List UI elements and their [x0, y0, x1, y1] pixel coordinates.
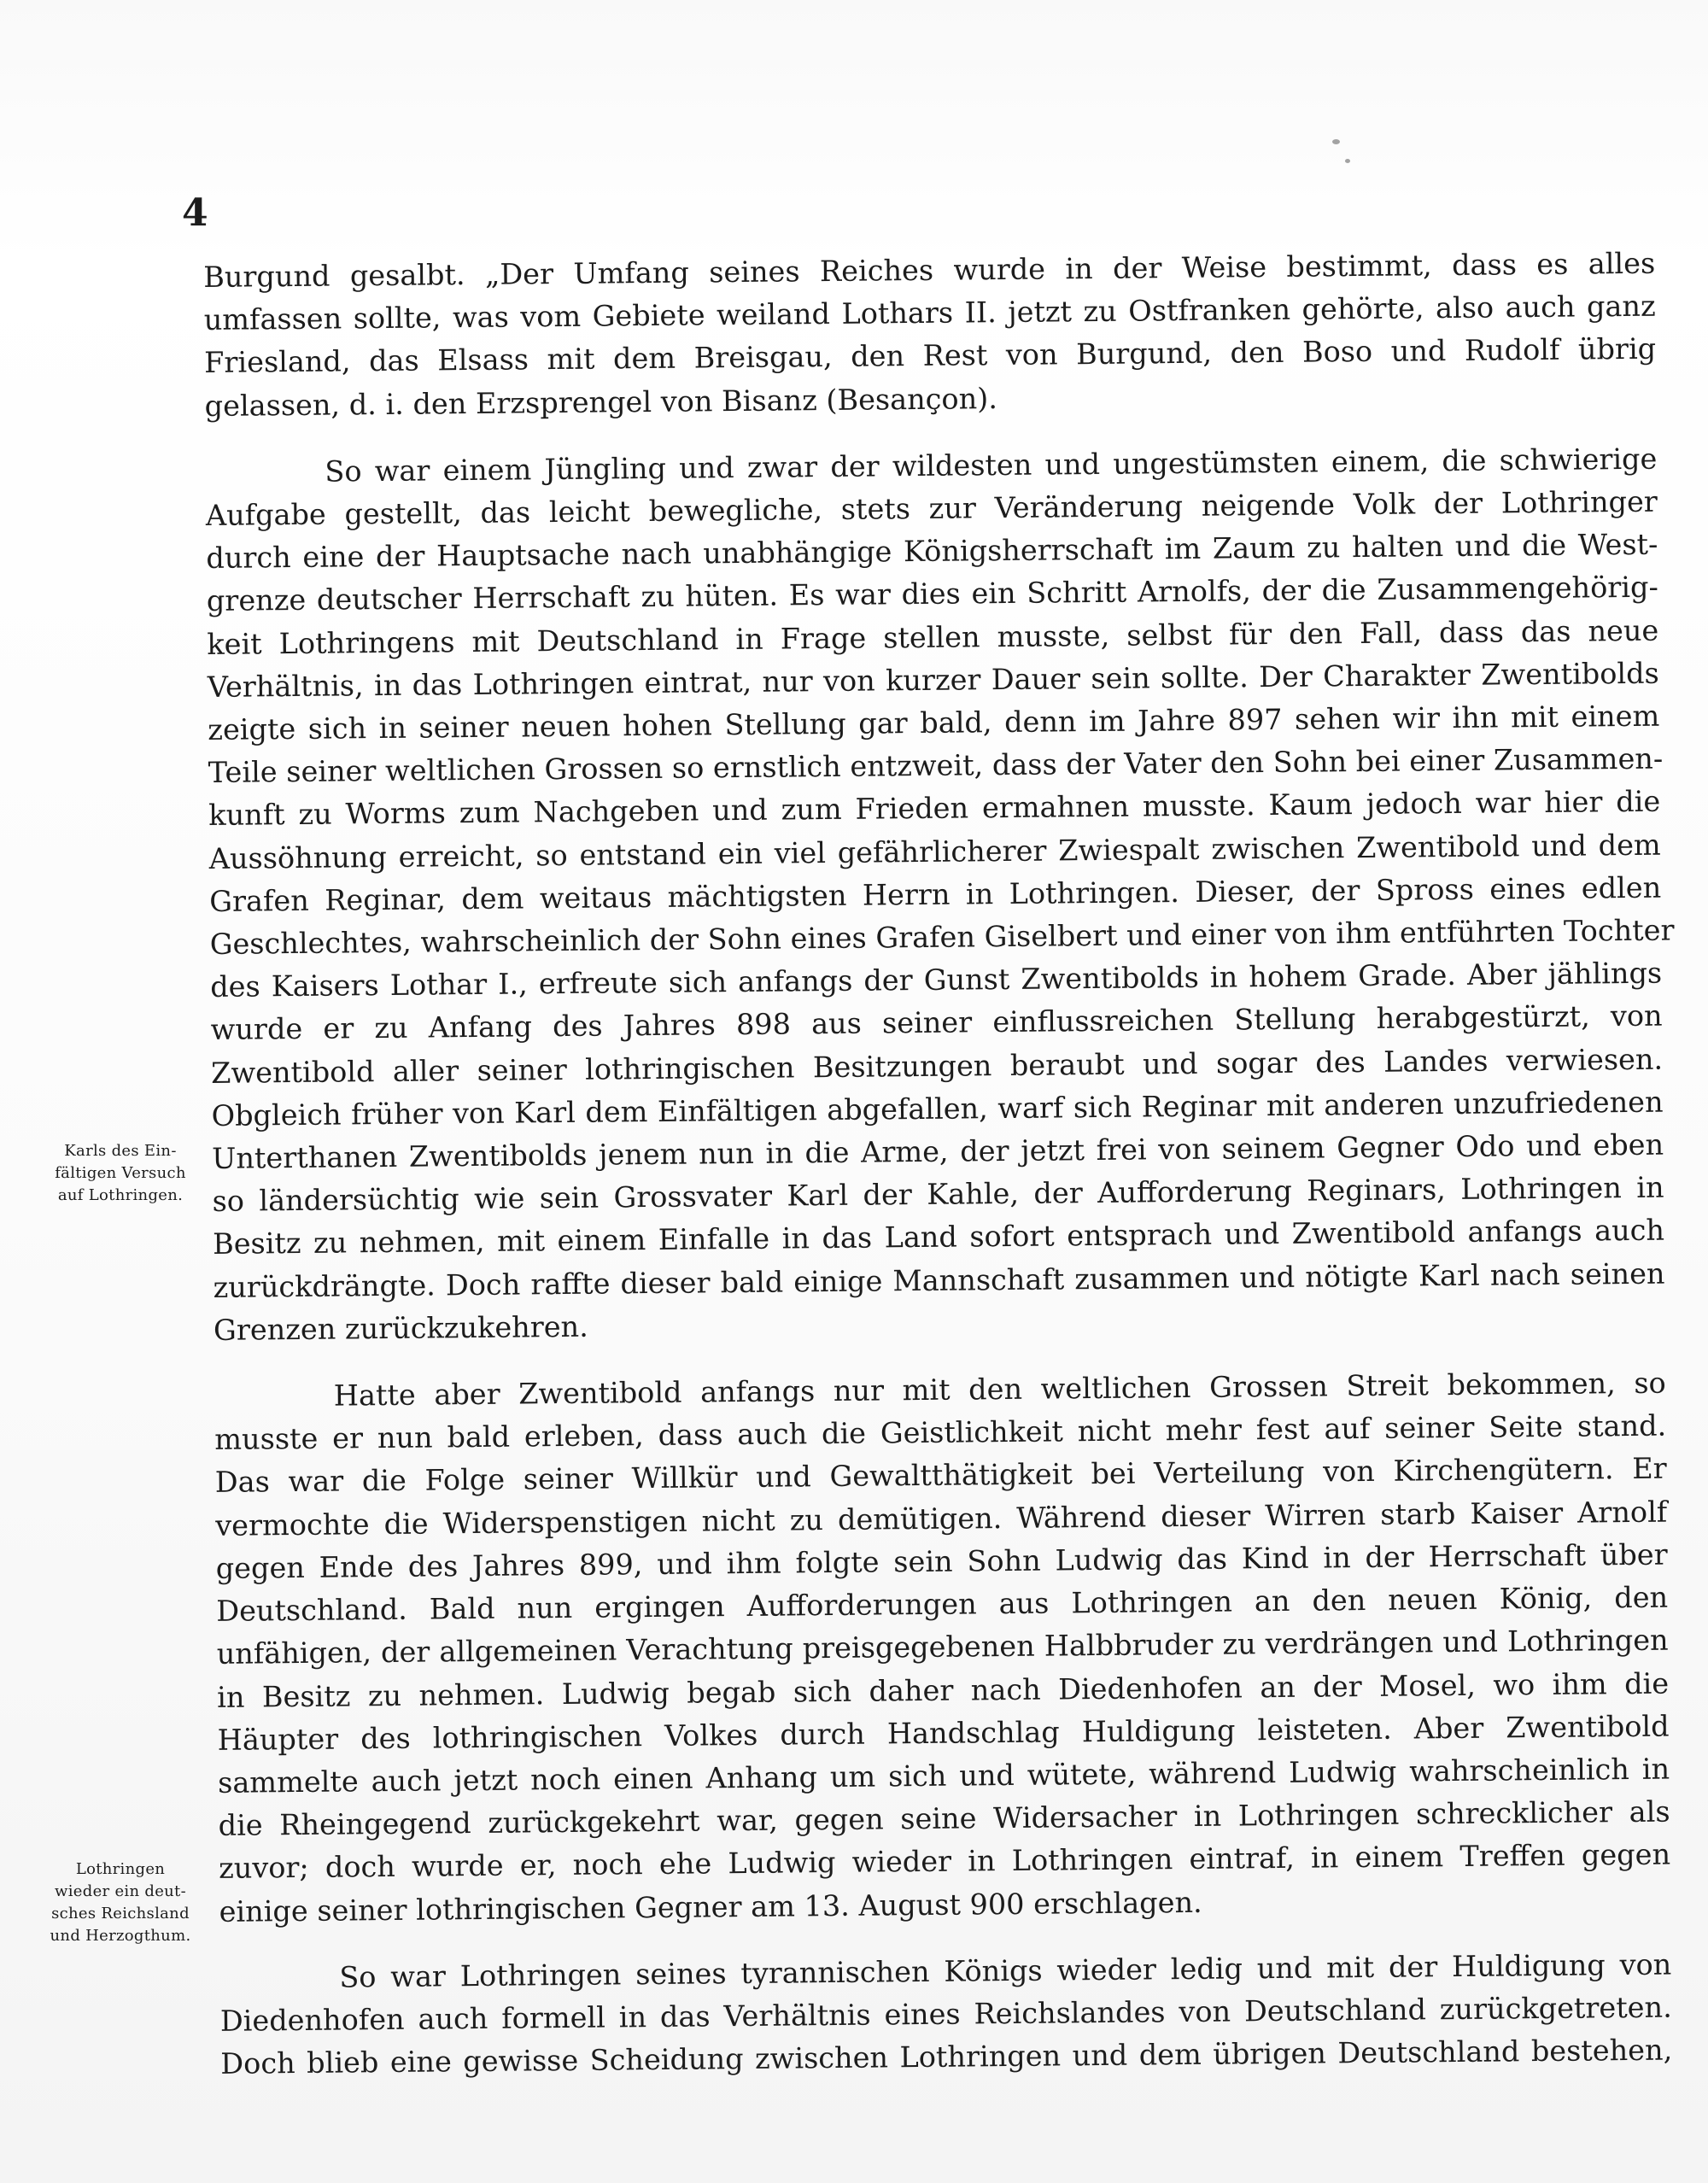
text-line: Häupter des lothringischen Volkes durch Handschlag Huldigung leisteten. Aber Zwentibold — [217, 1709, 1670, 1757]
text-line: Grafen Reginar, dem weitaus mächtigsten Herrn in Lothringen. Dieser, der Spross eines edlen — [209, 870, 1662, 918]
margin-note-line: sches Reichsland — [51, 1905, 190, 1923]
text-line: Hatte aber Zwentibold anfangs nur mit den weltlichen Grossen Streit bekommen, so — [333, 1366, 1666, 1413]
text-line: zeigte sich in seiner neuen hohen Stellung gar bald, denn im Jahre 897 sehen wir ihn mit einem — [208, 699, 1660, 747]
text-line: wurde er zu Anfang des Jahres 898 aus seiner einflussreichen Stellung herabgestürzt, von — [210, 999, 1663, 1047]
margin-note-reichsland — [31, 1858, 210, 1947]
text-line: Aufgabe gestellt, das leicht bewegliche, stets zur Veränderung neigende Volk der Lothringer — [205, 484, 1658, 533]
text-line: Grenzen zurückzukehren. — [213, 1309, 588, 1347]
margin-note-karls-versuch — [31, 1140, 210, 1207]
text-line: Zwentibold aller seiner lothringischen Besitzungen beraubt und sogar des Landes verwiesen. — [210, 1042, 1664, 1090]
paragraph-p3 — [214, 1362, 1671, 1934]
text-line: vermochte die Widerspenstigen nicht zu demütigen. Während dieser Wirren starb Kaiser Arnolf — [215, 1495, 1668, 1542]
text-line: so ländersüchtig wie sein Grossvater Karl der Kahle, der Aufforderung Reginars, Lothringen in — [212, 1170, 1664, 1219]
text-line: Burgund gesalbt. „Der Umfang seines Reiches wurde in der Weise bestimmt, dass es alles — [203, 246, 1656, 294]
paragraph-p2 — [205, 437, 1675, 1352]
text-line: Aussöhnung erreicht, so entstand ein viel gefährlicherer Zwiespalt zwischen Zwentibold und dem — [208, 828, 1661, 875]
text-line: zurückdrängte. Doch raffte dieser bald einige Mannschaft zusammen und nötigte Karl nach seinen — [213, 1256, 1665, 1304]
text-line: keit Lothringens mit Deutschland in Frage stellen musste, selbst für den Fall, dass das neue — [207, 613, 1659, 661]
text-line: einige seiner lothringischen Gegner am 13. August 900 erschlagen. — [219, 1885, 1202, 1928]
paragraph-p4 — [219, 1943, 1672, 2086]
text-line: Diedenhofen auch formell in das Verhältnis eines Reichslandes von Deutschland zurückgetreten. — [219, 1990, 1672, 2038]
text-line: So war Lothringen seines tyrannischen Königs wieder ledig und mit der Huldigung von — [339, 1947, 1672, 1994]
text-line: sammelte auch jetzt noch einen Anhang um sich und wütete, während Ludwig wahrscheinlich in — [217, 1752, 1670, 1800]
ink-speck — [1345, 159, 1350, 163]
text-line: durch eine der Hauptsache nach unabhängige Königsherrschaft im Zaum zu halten und die West- — [206, 527, 1658, 576]
margin-note-line: fältigen Versuch — [55, 1164, 186, 1182]
text-line: kunft zu Worms zum Nachgeben und zum Frieden ermahnen musste. Kaum jedoch war hier die — [208, 785, 1661, 833]
text-line: des Kaisers Lothar I., erfreute sich anfangs der Gunst Zwentibolds in hohem Grade. Aber jählings — [210, 956, 1663, 1004]
text-line: Doch blieb eine gewisse Scheidung zwischen Lothringen und dem übrigen Deutschland bestehen, — [220, 2033, 1673, 2081]
text-line: Unterthanen Zwentibolds jenem nun in die Arme, der jetzt frei von seinem Gegner Odo und eben — [211, 1127, 1664, 1176]
paragraph-p1 — [203, 243, 1657, 428]
margin-note-line: wieder ein deut- — [55, 1882, 186, 1900]
text-line: in Besitz zu nehmen. Ludwig begab sich daher nach Diedenhofen an der Mosel, wo ihm die — [217, 1666, 1670, 1714]
text-line: Geschlechtes, wahrscheinlich der Sohn eines Grafen Giselbert und einer von ihm entführten Tochter — [209, 913, 1675, 962]
text-line: Friesland, das Elsass mit dem Breisgau, den Rest von Burgund, den Boso und Rudolf übrig — [204, 332, 1657, 380]
text-line: Besitz zu nehmen, mit einem Einfalle in das Land sofort entsprach und Zwentibold anfangs auch — [212, 1214, 1665, 1261]
text-line: zuvor; doch wurde er, noch ehe Ludwig wieder in Lothringen eintraf, in einem Treffen gegen — [218, 1837, 1671, 1886]
main-text — [203, 243, 1675, 2086]
page-number: 4 — [182, 191, 208, 235]
margin-note-line: Lothringen — [75, 1860, 166, 1878]
text-line: grenze deutscher Herrschaft zu hüten. Es war dies ein Schritt Arnolfs, der die Zusammengehörig- — [206, 571, 1658, 618]
margin-note-line: Karls des Ein- — [64, 1142, 177, 1160]
text-line: unfähigen, der allgemeinen Verachtung preisgegebenen Halbbruder zu verdrängen und Lothringen — [216, 1623, 1669, 1671]
text-line: musste er nun bald erleben, dass auch die Geistlichkeit nicht mehr fest auf seiner Seite stand. — [214, 1408, 1667, 1457]
text-line: gelassen, d. i. den Erzsprengel von Bisanz (Besançon). — [204, 381, 998, 423]
text-line: die Rheingegend zurückgekehrt war, gegen seine Widersacher in Lothringen schrecklicher als — [218, 1794, 1670, 1843]
margin-note-line: auf Lothringen. — [57, 1186, 184, 1204]
text-line: So war einem Jüngling und zwar der wildesten und ungestümsten einem, die schwierige — [325, 442, 1658, 489]
margin-note-line: und Herzogthum. — [50, 1927, 191, 1945]
text-line: Verhältnis, in das Lothringen eintrat, nur von kurzer Dauer sein sollte. Der Charakter Zwentibolds — [207, 656, 1659, 704]
text-line: Deutschland. Bald nun ergingen Aufforderungen aus Lothringen an den neuen König, den — [216, 1580, 1669, 1629]
text-line: umfassen sollte, was vom Gebiete weiland Lothars II. jetzt zu Ostfranken gehörte, also auch ganz — [203, 289, 1656, 337]
text-line: Das war die Folge seiner Willkür und Gewaltthätigkeit bei Verteilung von Kirchengütern. Er — [214, 1452, 1667, 1500]
text-line: Obgleich früher von Karl dem Einfältigen abgefallen, warf sich Reginar mit anderen unzufriedenen — [211, 1085, 1664, 1132]
text-line: Teile seiner weltlichen Grossen so ernstlich entzweit, dass der Vater den Sohn bei einer Zusammen- — [208, 741, 1664, 790]
ink-speck — [1332, 139, 1340, 144]
text-line: gegen Ende des Jahres 899, und ihm folgte sein Sohn Ludwig das Kind in der Herrschaft über — [215, 1537, 1668, 1585]
